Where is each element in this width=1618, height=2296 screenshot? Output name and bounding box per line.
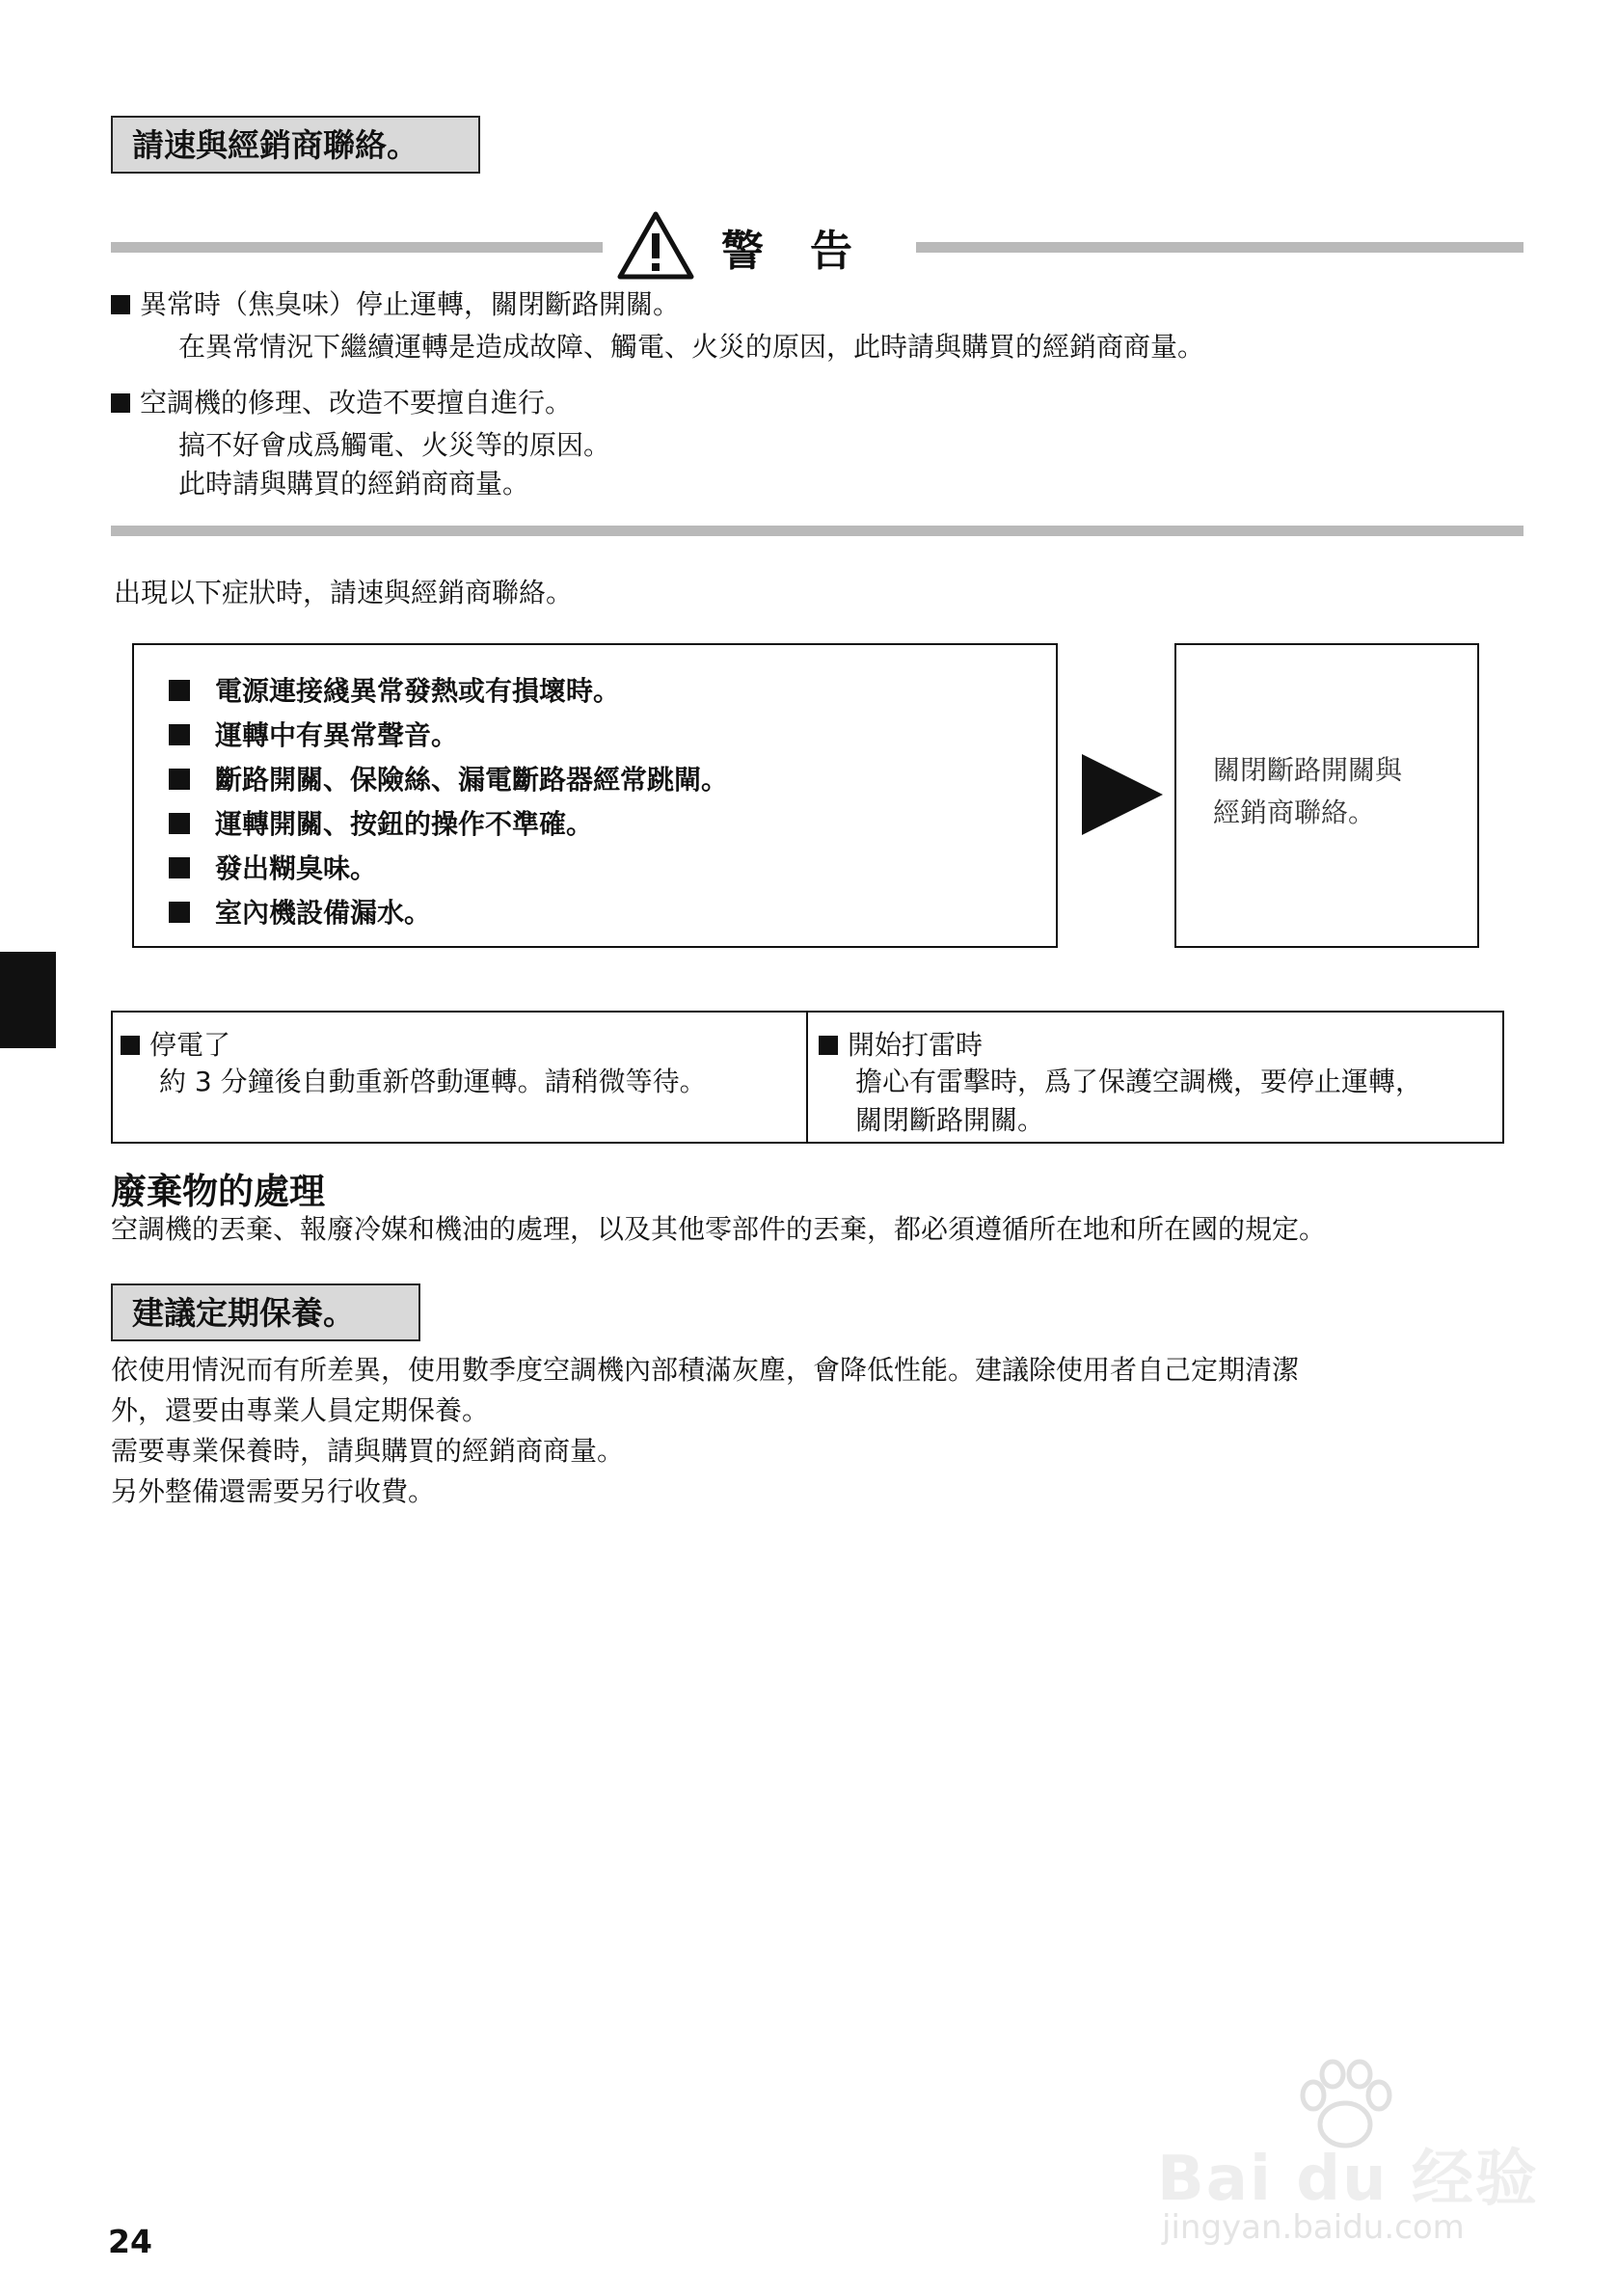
note-thunder-title: 開始打雷時 — [819, 1024, 983, 1063]
bullet-square-icon — [819, 1036, 838, 1055]
warning-rule-right — [916, 242, 1524, 253]
watermark-url: jingyan.baidu.com — [1162, 2208, 1465, 2247]
warning-title: 警告 — [721, 227, 899, 276]
maintenance-line-1: 依使用情況而有所差異，使用數季度空調機內部積滿灰塵，會降低性能。建議除使用者自己定期清潔 — [111, 1354, 1300, 1386]
maintenance-line-4: 另外整備還需要另行收費。 — [111, 1475, 436, 1507]
symptoms-intro: 出現以下症狀時，請速與經銷商聯絡。 — [114, 577, 574, 608]
bullet-square-icon — [169, 680, 190, 701]
chapter-tab — [0, 952, 56, 1048]
page-number: 24 — [108, 2223, 152, 2260]
maintenance-header: 建議定期保養。 — [111, 1283, 420, 1341]
action-line-1: 關閉斷路開關與 — [1213, 754, 1403, 786]
maintenance-line-2: 外，還要由專業人員定期保養。 — [111, 1394, 490, 1426]
symptom-item: 運轉開關、按鈕的操作不準確。 — [169, 803, 593, 842]
warning-title-row — [617, 210, 899, 284]
symptom-item: 運轉中有異常聲音。 — [169, 715, 458, 753]
symptom-item: 斷路開關、保險絲、漏電斷路器經常跳閘。 — [169, 759, 728, 797]
warning-item-2: 空調機的修理、改造不要擅自進行。 — [111, 386, 572, 419]
contact-dealer-header: 請速與經銷商聯絡。 — [111, 116, 480, 174]
disposal-title: 廢棄物的處理 — [111, 1171, 325, 1212]
warning-item-2-body-2: 此時請與購買的經銷商商量。 — [178, 468, 530, 500]
warning-item-1: 異常時（焦臭味）停止運轉，關閉斷路開關。 — [111, 287, 680, 321]
warning-item-1-body: 在異常情況下繼續運轉是造成故障、觸電、火災的原因，此時請與購買的經銷商商量。 — [178, 331, 1205, 363]
arrow-right-icon — [1082, 754, 1163, 835]
action-box — [1174, 643, 1479, 948]
notes-table — [111, 1011, 1504, 1144]
warning-item-2-body-1: 搞不好會成爲觸電、火災等的原因。 — [178, 429, 611, 461]
symptoms-box — [132, 643, 1058, 948]
bullet-square-icon — [169, 724, 190, 745]
warning-rule-bottom — [111, 526, 1524, 536]
symptom-item: 發出糊臭味。 — [169, 848, 377, 886]
bullet-square-icon — [169, 857, 190, 878]
note-power-outage-body: 約 3 分鐘後自動重新啓動運轉。請稍微等待。 — [159, 1066, 707, 1097]
watermark-brand: Bai du 经验 — [1157, 2144, 1539, 2215]
bullet-square-icon — [169, 813, 190, 834]
bullet-square-icon — [111, 295, 130, 314]
action-line-2: 經銷商聯絡。 — [1213, 797, 1376, 828]
note-thunder-body-2: 關閉斷路開關。 — [855, 1104, 1045, 1136]
bullet-square-icon — [121, 1036, 140, 1055]
table-divider — [806, 1013, 808, 1142]
bullet-square-icon — [169, 769, 190, 790]
warning-rule-left — [111, 242, 603, 253]
disposal-body: 空調機的丟棄、報廢冷媒和機油的處理，以及其他零部件的丟棄，都必須遵循所在地和所在國的規定。 — [111, 1213, 1327, 1245]
note-power-outage-title: 停電了 — [121, 1024, 230, 1063]
bullet-square-icon — [111, 393, 130, 413]
warning-triangle-icon — [617, 210, 694, 284]
symptom-item: 室內機設備漏水。 — [169, 892, 431, 931]
maintenance-line-3: 需要專業保養時，請與購買的經銷商商量。 — [111, 1435, 625, 1467]
bullet-square-icon — [169, 902, 190, 923]
note-thunder-body-1: 擔心有雷擊時，爲了保護空調機，要停止運轉， — [855, 1066, 1423, 1097]
symptom-item: 電源連接綫異常發熱或有損壞時。 — [169, 670, 620, 709]
